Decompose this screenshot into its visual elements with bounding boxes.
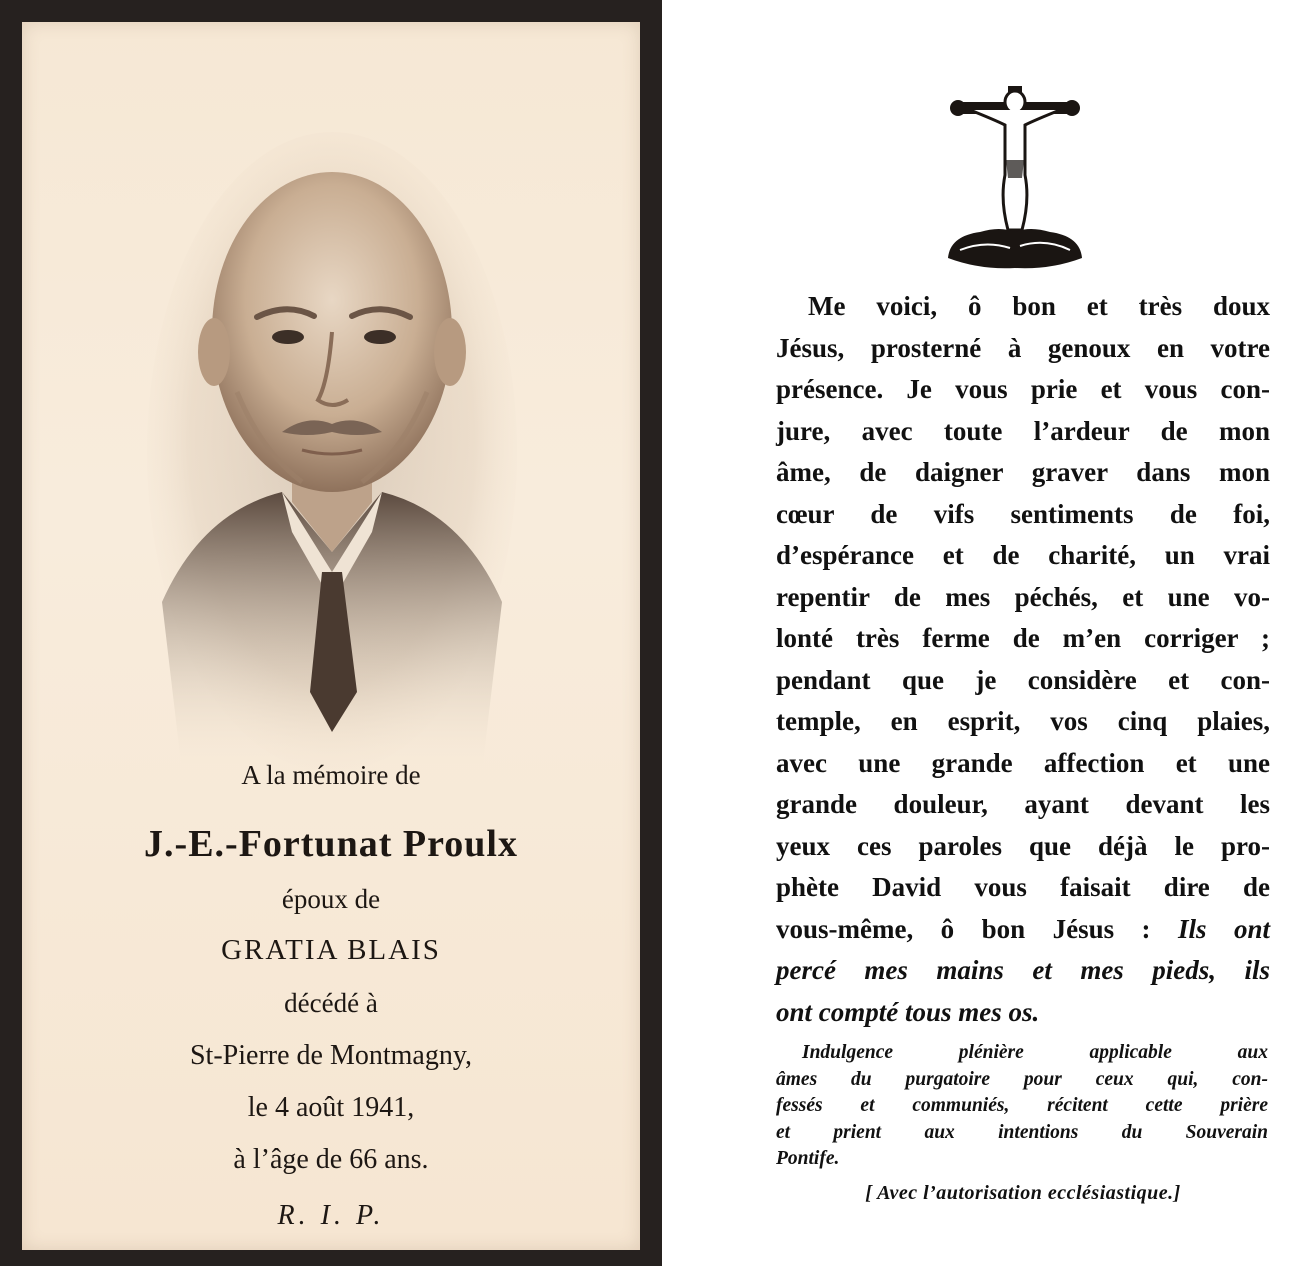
crucifix-icon — [940, 80, 1090, 280]
psalm-quote-end: ont compté tous mes os. — [776, 996, 1040, 1027]
death-intro: décédé à — [284, 988, 378, 1018]
prayer-line-plain: vous-même, ô bon Jésus : — [776, 913, 1178, 944]
indulgence-line: et prient aux intentions du Souverain — [776, 1121, 1268, 1143]
indulgence-line: fessés et communiés, récitent cette prière — [776, 1095, 1268, 1116]
memorial-card — [22, 22, 640, 1250]
prayer-line — [776, 992, 1270, 1034]
prayer-line: grande douleur, ayant devant les — [776, 789, 1270, 819]
indulgence-line: Pontife. — [776, 1148, 840, 1169]
prayer-line: Me voici, ô bon et très doux — [808, 291, 1270, 321]
spouse-name: GRATIA BLAIS — [221, 934, 441, 966]
memorial-intro: A la mémoire de — [241, 760, 421, 790]
ecclesiastical-authorization: [ Avec l’autorisation ecclésiastique.] — [865, 1182, 1181, 1204]
indulgence-note — [776, 1040, 1268, 1173]
prayer-line: d’espérance et de charité, un vrai — [776, 540, 1270, 570]
prayer-line: lonté très ferme de m’en corriger ; — [776, 623, 1270, 653]
prayer-line: cœur de vifs sentiments de foi, — [776, 498, 1270, 529]
deceased-name: J.-E.-Fortunat Proulx — [144, 823, 518, 865]
prayer-line: phète David vous faisait dire de — [776, 872, 1270, 902]
prayer-line — [776, 909, 1270, 951]
prayer-line: pendant que je considère et con- — [776, 664, 1270, 695]
prayer-line: présence. Je vous prie et vous con- — [776, 374, 1270, 404]
prayer-line: jure, avec toute l’ardeur de mon — [776, 415, 1270, 446]
psalm-quote-start: Ils ont — [1178, 913, 1270, 944]
prayer-line: temple, en esprit, vos cinq plaies, — [776, 706, 1270, 736]
prayer-text — [776, 286, 1270, 1033]
indulgence-line: âmes du purgatoire pour ceux qui, con- — [776, 1068, 1268, 1090]
death-age: à l’âge de 66 ans. — [233, 1144, 429, 1175]
prayer-line: âme, de daigner graver dans mon — [776, 457, 1270, 487]
death-place: St-Pierre de Montmagny, — [189, 1040, 473, 1071]
prayer-line — [776, 950, 1270, 992]
prayer-line: Jésus, prosterné à genoux en votre — [776, 332, 1270, 363]
portrait-photo — [142, 132, 522, 772]
prayer-line: yeux ces paroles que déjà le pro- — [776, 830, 1270, 861]
psalm-quote: percé mes mains et mes pieds, ils — [776, 955, 1270, 985]
prayer-line: repentir de mes péchés, et une vo- — [776, 581, 1270, 612]
prayer-line: avec une grande affection et une — [776, 747, 1270, 778]
death-date: le 4 août 1941, — [247, 1092, 415, 1123]
indulgence-line: Indulgence plénière applicable aux — [802, 1042, 1268, 1063]
spouse-intro: époux de — [281, 884, 381, 914]
rip-inscription: R. I. P. — [277, 1200, 385, 1231]
